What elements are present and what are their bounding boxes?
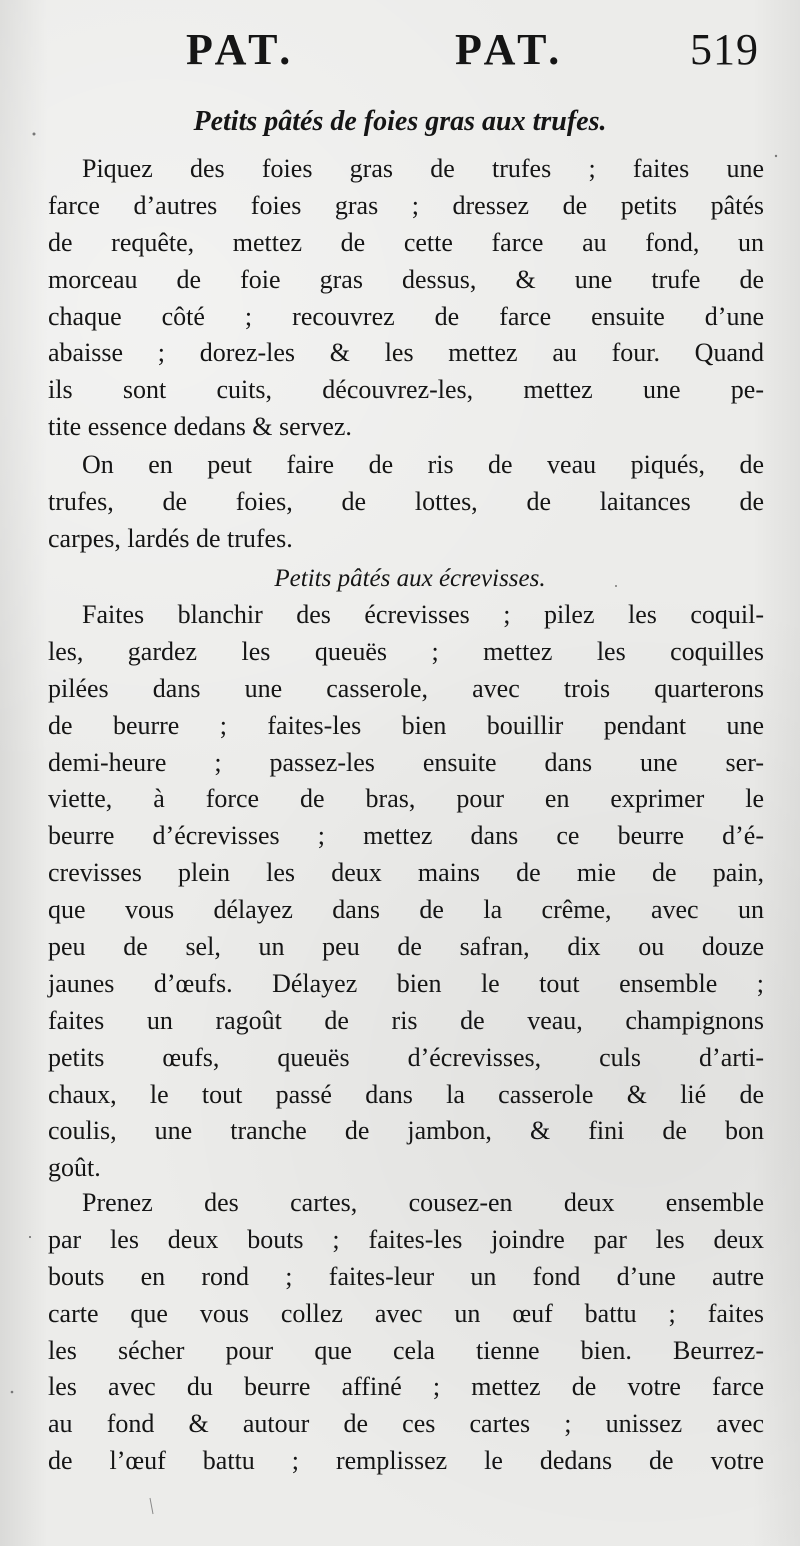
- text-line: trufes, de foies, de lottes, de laitances de: [48, 486, 764, 516]
- running-head-left: PAT.: [186, 25, 296, 74]
- text-line: carpes, lardés de trufes.: [48, 523, 293, 553]
- text-line: peu de sel, un peu de safran, dix ou douze: [48, 932, 764, 962]
- text-line: les, gardez les queuës ; mettez les coquilles: [48, 636, 764, 666]
- text-line: chaque côté ; recouvrez de farce ensuite d’une: [48, 301, 764, 331]
- text-line: farce d’autres foies gras ; dressez de petits pâtés: [48, 190, 764, 220]
- text-line: tite essence dedans & servez.: [48, 412, 352, 442]
- text-line: Prenez des cartes, cousez-en deux ensemble: [82, 1188, 764, 1217]
- text-line: bouts en rond ; faites-leur un fond d’une autre: [48, 1261, 764, 1291]
- text-line: pilées dans une casserole, avec trois quarterons: [48, 673, 764, 703]
- text-line: abaisse ; dorez-les & les mettez au four. Quand: [48, 338, 764, 368]
- text-line: On en peut faire de ris de veau piqués, de: [82, 450, 764, 479]
- text-line: viette, à force de bras, pour en exprimer le: [48, 784, 764, 814]
- text-line: crevisses plein les deux mains de mie de pain,: [48, 858, 764, 888]
- page-number: 519: [690, 25, 759, 74]
- running-head-right: PAT.: [455, 25, 565, 74]
- text-line: beurre d’écrevisses ; mettez dans ce beurre d’é-: [48, 821, 764, 851]
- text-line: morceau de foie gras dessus, & une trufe de: [48, 264, 764, 294]
- text-line: carte que vous collez avec un œuf battu ; faites: [48, 1298, 764, 1328]
- text-line: les avec du beurre affiné ; mettez de votre farce: [48, 1372, 764, 1402]
- text-line: Piquez des foies gras de trufes ; faites une: [82, 154, 764, 183]
- section-title-foies-gras: Petits pâtés de foies gras aux trufes.: [193, 106, 607, 137]
- text-line: de beurre ; faites-les bien bouillir pendant une: [48, 710, 764, 740]
- paragraph-cartes-method: [48, 1185, 764, 1480]
- text-line: les sécher pour que cela tienne bien. Beurrez-: [48, 1335, 764, 1365]
- running-head: [0, 25, 800, 88]
- text-line: goût.: [48, 1153, 101, 1183]
- text-line: coulis, une tranche de jambon, & fini de bon: [48, 1116, 764, 1146]
- paragraph-foies-gras-variants: [48, 447, 764, 558]
- text-line: petits œufs, queuës d’écrevisses, culs d’arti-: [48, 1042, 764, 1072]
- section-title-ecrevisses: Petits pâtés aux écrevisses.: [274, 565, 546, 592]
- text-line: que vous délayez dans de la crême, avec un: [48, 895, 764, 925]
- text-line: faites un ragoût de ris de veau, champignons: [48, 1005, 764, 1035]
- text-line: de requête, mettez de cette farce au fond, un: [48, 227, 764, 257]
- text-line: demi-heure ; passez-les ensuite dans une ser-: [48, 747, 764, 777]
- text-line: Faites blanchir des écrevisses ; pilez les coquil-: [82, 600, 764, 629]
- text-line: par les deux bouts ; faites-les joindre par les deux: [48, 1224, 764, 1254]
- paragraph-ecrevisses-recipe: [48, 597, 764, 1187]
- text-line: ils sont cuits, découvrez-les, mettez une pe-: [48, 375, 764, 405]
- text-line: au fond & autour de ces cartes ; unissez avec: [48, 1409, 764, 1439]
- text-line: jaunes d’œufs. Délayez bien le tout ensemble ;: [48, 968, 764, 998]
- text-line: de l’œuf battu ; remplissez le dedans de votre: [48, 1446, 764, 1476]
- text-line: chaux, le tout passé dans la casserole & lié de: [48, 1079, 764, 1109]
- paragraph-foies-gras-recipe: [48, 151, 764, 446]
